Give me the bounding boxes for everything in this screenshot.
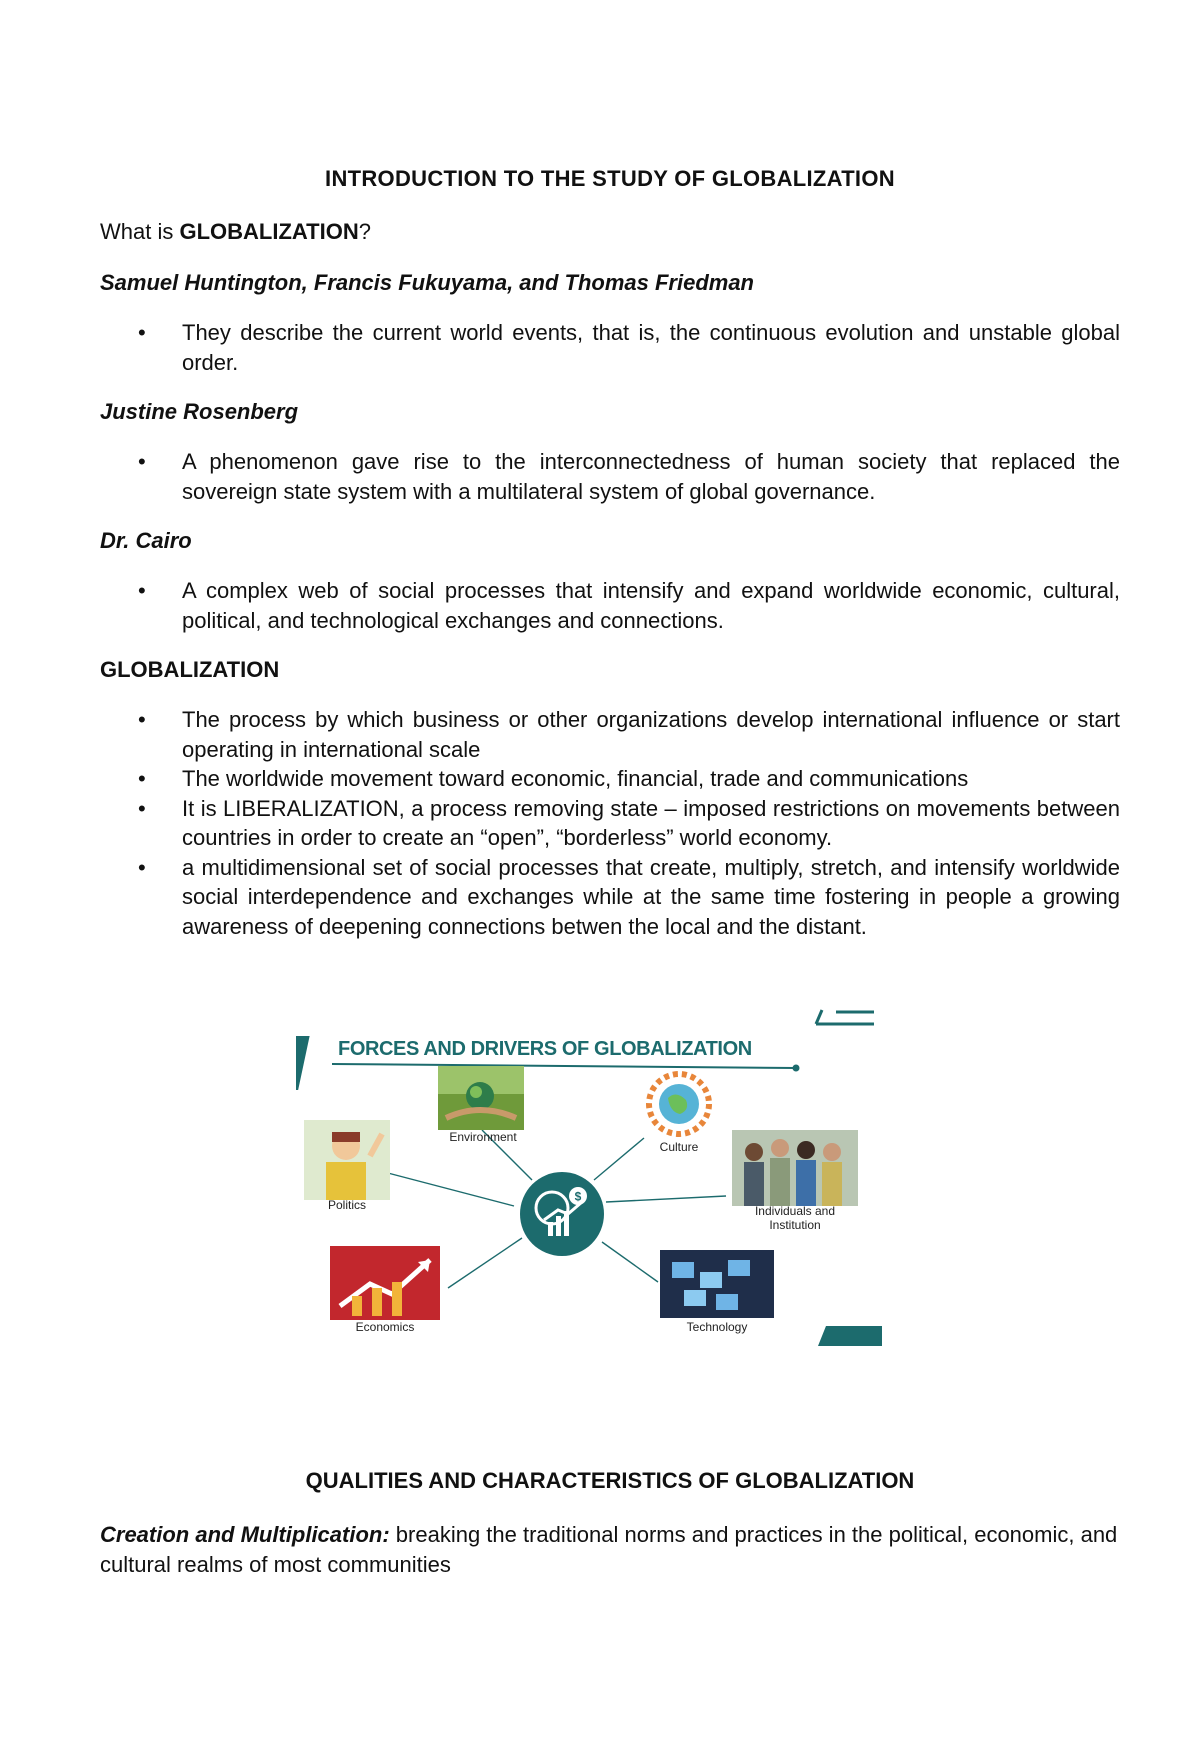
economics-image — [330, 1246, 440, 1320]
environment-image — [438, 1066, 524, 1130]
list-item — [100, 853, 1120, 942]
globalization-points — [100, 705, 1120, 941]
list-item — [100, 318, 1120, 377]
figure-title: FORCES AND DRIVERS OF GLOBALIZATION — [338, 1038, 752, 1060]
qualities-term: Creation and Multiplication: — [100, 1522, 390, 1547]
list-item — [100, 447, 1120, 506]
forces-drivers-figure — [296, 1006, 882, 1346]
qualities-text: breaking the traditional norms and practices in the political, economic, and cultural realms of most communities — [100, 1522, 1118, 1577]
label-environment: Environment — [449, 1130, 517, 1144]
corner-bar-left — [296, 1036, 310, 1090]
culture-image — [646, 1070, 712, 1138]
list-item — [100, 576, 1120, 635]
label-economics: Economics — [355, 1320, 415, 1334]
label-culture: Culture — [659, 1140, 699, 1154]
list-item-text: The process by which business or other organizations develop international influence or start operating in international scale — [182, 707, 1120, 762]
list-item-text: A phenomenon gave rise to the interconnectedness of human society that replaced the sovereign state system with a multilateral system of global governance. — [182, 449, 1120, 504]
document-title: INTRODUCTION TO THE STUDY OF GLOBALIZATION — [325, 166, 895, 191]
bullet-icon: • — [138, 854, 146, 880]
question-line — [100, 217, 1120, 247]
hub-globe-icon — [520, 1172, 604, 1256]
author-heading-rosenberg: Justine Rosenberg — [100, 399, 299, 424]
underline-dot — [793, 1065, 800, 1072]
list-item-text: a multidimensional set of social processes that create, multiply, stretch, and intensify worldwide social interdependence and exchanges while at the same time fostering in people a growing awareness of deepening connections betwen the local and the distant. — [182, 854, 1120, 939]
qualities-title: QUALITIES AND CHARACTERISTICS OF GLOBALIZATION — [305, 1468, 915, 1493]
question-term: GLOBALIZATION — [179, 219, 359, 244]
list-item — [100, 705, 1120, 764]
title-underline — [332, 1064, 796, 1068]
technology-image — [660, 1250, 774, 1318]
bullet-icon: • — [138, 449, 146, 474]
question-suffix: ? — [358, 219, 371, 244]
bullet-icon: • — [138, 766, 146, 791]
bullet-icon: • — [138, 578, 146, 603]
label-technology: Technology — [686, 1320, 748, 1334]
list-item-text: They describe the current world events, that is, the continuous evolution and unstable global order. — [182, 320, 1120, 375]
politics-image — [304, 1120, 390, 1200]
label-politics: Politics — [327, 1198, 366, 1212]
list-item — [100, 764, 1120, 794]
individuals-image — [732, 1130, 858, 1206]
list-item-text: A complex web of social processes that intensify and expand worldwide economic, cultural, political, and technological exchanges and connections. — [182, 578, 1120, 633]
corner-mark-top-right — [816, 1010, 874, 1024]
list-item-text: The worldwide movement toward economic, financial, trade and communications — [182, 766, 969, 791]
svg-text:$: $ — [574, 1189, 582, 1204]
author-heading-huntington: Samuel Huntington, Francis Fukuyama, and Thomas Friedman — [100, 270, 754, 295]
list-item — [100, 794, 1120, 853]
globalization-heading: GLOBALIZATION — [100, 657, 280, 682]
qualities-paragraph — [100, 1520, 1120, 1580]
bullet-icon: • — [138, 707, 146, 732]
author-points-cairo — [100, 576, 1120, 635]
author-points-huntington — [100, 318, 1120, 377]
bullet-icon: • — [138, 795, 146, 821]
bullet-icon: • — [138, 320, 146, 345]
corner-bar-bottom-right — [818, 1326, 882, 1346]
label-individuals: Individuals and Institution — [754, 1204, 836, 1232]
list-item-text: It is LIBERALIZATION, a process removing state – imposed restrictions on movements between countries in order to create an “open”, “borderless” world economy. — [182, 795, 1120, 850]
author-points-rosenberg — [100, 447, 1120, 506]
author-heading-cairo: Dr. Cairo — [100, 528, 192, 553]
question-prefix: What is — [100, 219, 180, 244]
